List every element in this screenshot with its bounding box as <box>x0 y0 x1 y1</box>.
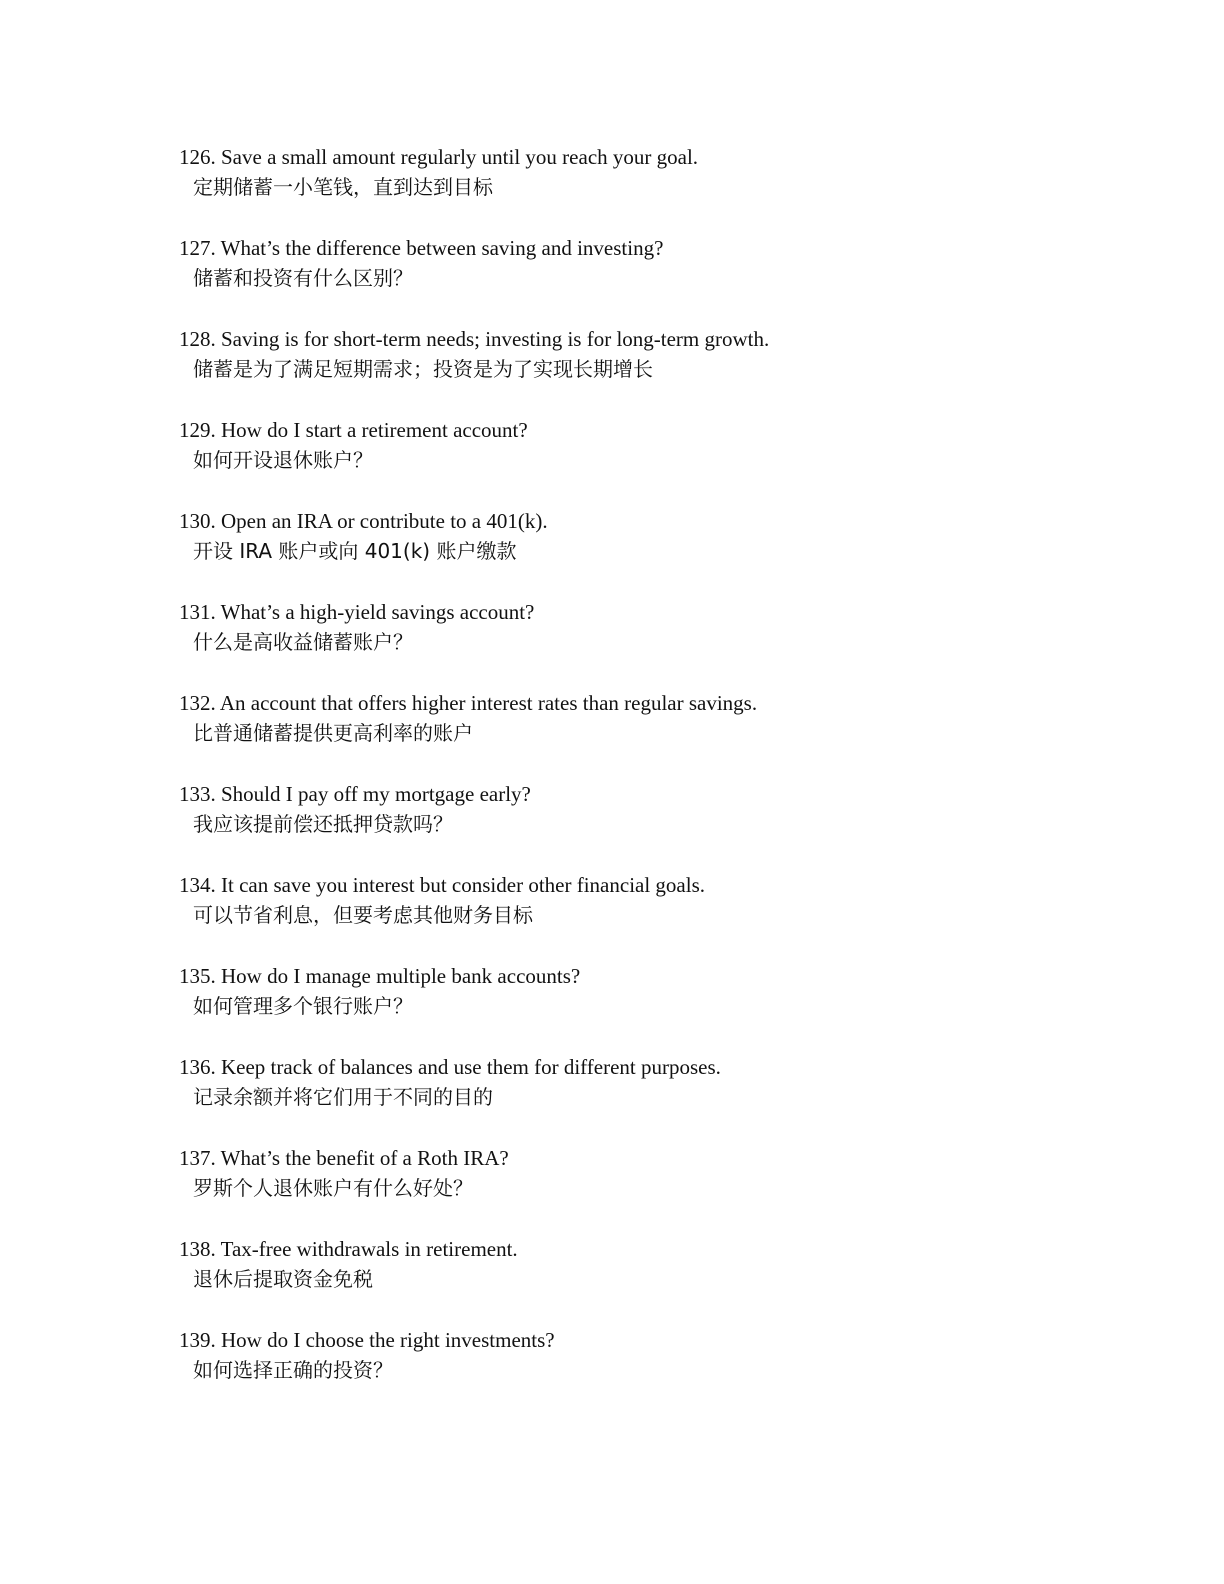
english-line: 126. Save a small amount regularly until you reach your goal. <box>179 145 699 169</box>
english-line: 128. Saving is for short-term needs; investing is for long-term growth. <box>179 327 770 351</box>
list-item <box>179 1325 1079 1416</box>
english-line: 137. What’s the benefit of a Roth IRA? <box>179 1146 509 1170</box>
english-line: 136. Keep track of balances and use them for different purposes. <box>179 1055 721 1079</box>
list-item <box>179 1143 1079 1234</box>
english-line: 132. An account that offers higher interest rates than regular savings. <box>179 691 758 715</box>
list-item <box>179 870 1079 961</box>
list-item <box>179 1234 1079 1325</box>
chinese-line: 开设 IRA 账户或向 401(k) 账户缴款 <box>193 539 517 563</box>
chinese-line: 罗斯个人退休账户有什么好处？ <box>193 1176 473 1200</box>
english-line: 131. What’s a high-yield savings account? <box>179 600 535 624</box>
chinese-line: 可以节省利息，但要考虑其他财务目标 <box>193 903 533 927</box>
list-item <box>179 324 1079 415</box>
english-line: 130. Open an IRA or contribute to a 401(k). <box>179 509 548 533</box>
list-item <box>179 506 1079 597</box>
chinese-line: 定期储蓄一小笔钱，直到达到目标 <box>193 175 493 199</box>
chinese-line: 如何管理多个银行账户？ <box>193 994 413 1018</box>
list-item <box>179 415 1079 506</box>
list-item <box>179 1052 1079 1143</box>
chinese-line: 我应该提前偿还抵押贷款吗？ <box>193 812 453 836</box>
english-line: 133. Should I pay off my mortgage early? <box>179 782 531 806</box>
english-line: 139. How do I choose the right investments? <box>179 1328 555 1352</box>
chinese-line: 记录余额并将它们用于不同的目的 <box>193 1085 493 1109</box>
list-item <box>179 688 1079 779</box>
english-line: 134. It can save you interest but consider other financial goals. <box>179 873 706 897</box>
chinese-line: 退休后提取资金免税 <box>193 1267 373 1291</box>
english-line: 135. How do I manage multiple bank accounts? <box>179 964 581 988</box>
chinese-line: 储蓄和投资有什么区别？ <box>193 266 413 290</box>
chinese-line: 储蓄是为了满足短期需求；投资是为了实现长期增长 <box>193 357 653 381</box>
list-item <box>179 233 1079 324</box>
chinese-line: 如何开设退休账户？ <box>193 448 373 472</box>
chinese-line: 什么是高收益储蓄账户？ <box>193 630 413 654</box>
list-item <box>179 597 1079 688</box>
entry-list <box>179 142 1079 1416</box>
english-line: 127. What’s the difference between saving and investing? <box>179 236 664 260</box>
chinese-line: 如何选择正确的投资？ <box>193 1358 393 1382</box>
list-item <box>179 779 1079 870</box>
list-item <box>179 961 1079 1052</box>
list-item <box>179 142 1079 233</box>
chinese-line: 比普通储蓄提供更高利率的账户 <box>193 721 473 745</box>
english-line: 129. How do I start a retirement account? <box>179 418 528 442</box>
english-line: 138. Tax-free withdrawals in retirement. <box>179 1237 518 1261</box>
